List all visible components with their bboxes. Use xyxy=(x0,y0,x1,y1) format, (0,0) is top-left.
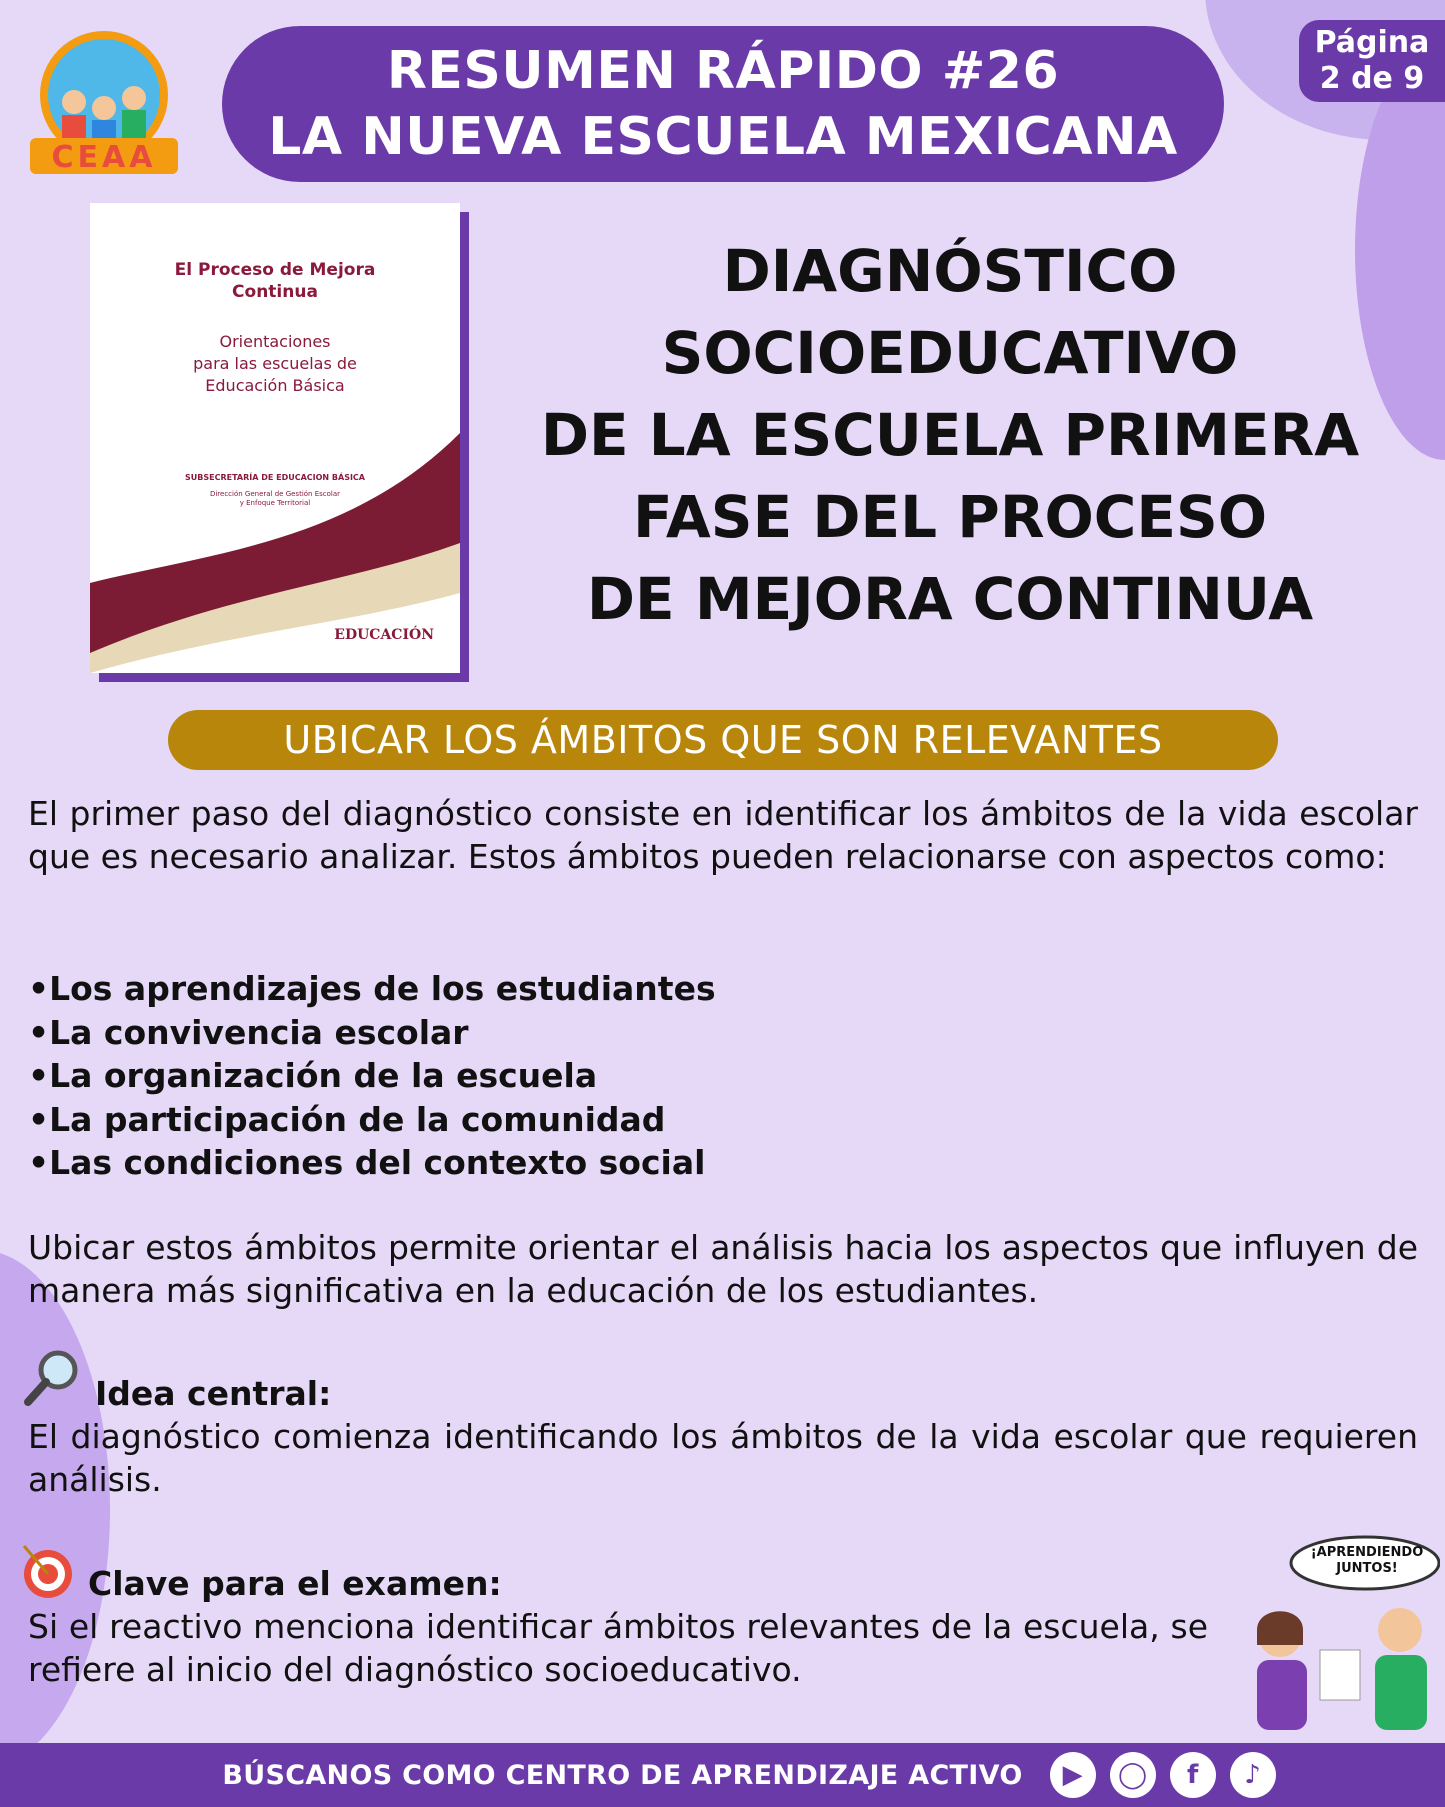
cover-directorate xyxy=(90,490,460,508)
list-item: • La convivencia escolar xyxy=(28,1011,928,1055)
list-item: • Los aprendizajes de los estudiantes xyxy=(28,967,928,1011)
tiktok-icon[interactable]: ♪ xyxy=(1230,1752,1276,1798)
title-line: DE MEJORA CONTINUA xyxy=(586,565,1314,633)
instagram-icon[interactable]: ◯ xyxy=(1110,1752,1156,1798)
footer-text: BÚSCANOS COMO CENTRO DE APRENDIZAJE ACTIVO xyxy=(222,1759,1023,1791)
footer-bar xyxy=(0,1743,1445,1807)
cover-subtitle-line: Orientaciones xyxy=(219,332,331,351)
key-heading: Clave para el examen: xyxy=(88,1564,502,1603)
target-icon xyxy=(18,1540,78,1600)
decorative-blob xyxy=(0,1250,110,1770)
cover-title-line: Continua xyxy=(232,282,318,302)
bullet-list xyxy=(28,967,928,1185)
cover-directorate-line: y Enfoque Territorial xyxy=(239,499,311,507)
title-line: SOCIOEDUCATIVO xyxy=(661,319,1239,387)
cover-subtitle-line: para las escuelas de xyxy=(193,354,357,373)
title-line: DIAGNÓSTICO xyxy=(722,237,1178,305)
section-heading: UBICAR LOS ÁMBITOS QUE SON RELEVANTES xyxy=(168,710,1278,770)
logo-text: CEAA xyxy=(51,140,157,175)
page-badge xyxy=(1299,20,1445,102)
page-number: 2 de 9 xyxy=(1319,61,1425,96)
teachers-illustration xyxy=(1235,1535,1440,1730)
book-cover-image xyxy=(90,203,460,673)
facebook-icon[interactable]: f xyxy=(1170,1752,1216,1798)
header-line-2: LA NUEVA ESCUELA MEXICANA xyxy=(268,107,1178,167)
cover-subtitle xyxy=(90,331,460,397)
intro-paragraph: El primer paso del diagnóstico consiste en identificar los ámbitos de la vida escolar que es necesario analizar. Estos ámbitos pueden relacionarse con aspectos como: xyxy=(28,794,1418,876)
cover-title-line: El Proceso de Mejora xyxy=(174,260,376,280)
cover-directorate-line: Dirección General de Gestión Escolar xyxy=(209,490,341,498)
cover-subtitle-line: Educación Básica xyxy=(205,376,345,395)
header-banner xyxy=(222,26,1224,182)
title-line: FASE DEL PROCESO xyxy=(632,483,1268,551)
idea-heading: Idea central: xyxy=(95,1374,332,1413)
list-item: • La organización de la escuela xyxy=(28,1054,928,1098)
idea-text: El diagnóstico comienza identificando los ámbitos de la vida escolar que requieren análisis. xyxy=(28,1417,1418,1499)
magnifier-icon xyxy=(22,1348,82,1408)
ceaa-logo xyxy=(24,30,184,180)
list-item: • Las condiciones del contexto social xyxy=(28,1141,928,1185)
page-title xyxy=(500,230,1400,640)
cover-title xyxy=(90,259,460,303)
conclusion-paragraph: Ubicar estos ámbitos permite orientar el análisis hacia los aspectos que influyen de manera más significativa en la educación de los estudiantes. xyxy=(28,1228,1418,1310)
list-item: • La participación de la comunidad xyxy=(28,1098,928,1142)
cover-secretariat: SUBSECRETARÍA DE EDUCACION BÁSICA xyxy=(185,473,365,482)
cover-publisher: EDUCACIÓN xyxy=(334,627,434,643)
page-label: Página xyxy=(1314,25,1430,60)
speech-bubble: ¡APRENDIENDO JUNTOS! xyxy=(1310,1545,1424,1576)
youtube-icon[interactable]: ▶ xyxy=(1050,1752,1096,1798)
header-line-1: RESUMEN RÁPIDO #26 xyxy=(386,41,1060,101)
key-text: Si el reactivo menciona identificar ámbitos relevantes de la escuela, se refiere al inicio del diagnóstico socioeducativo. xyxy=(28,1607,1208,1689)
title-line: DE LA ESCUELA PRIMERA xyxy=(540,401,1360,469)
